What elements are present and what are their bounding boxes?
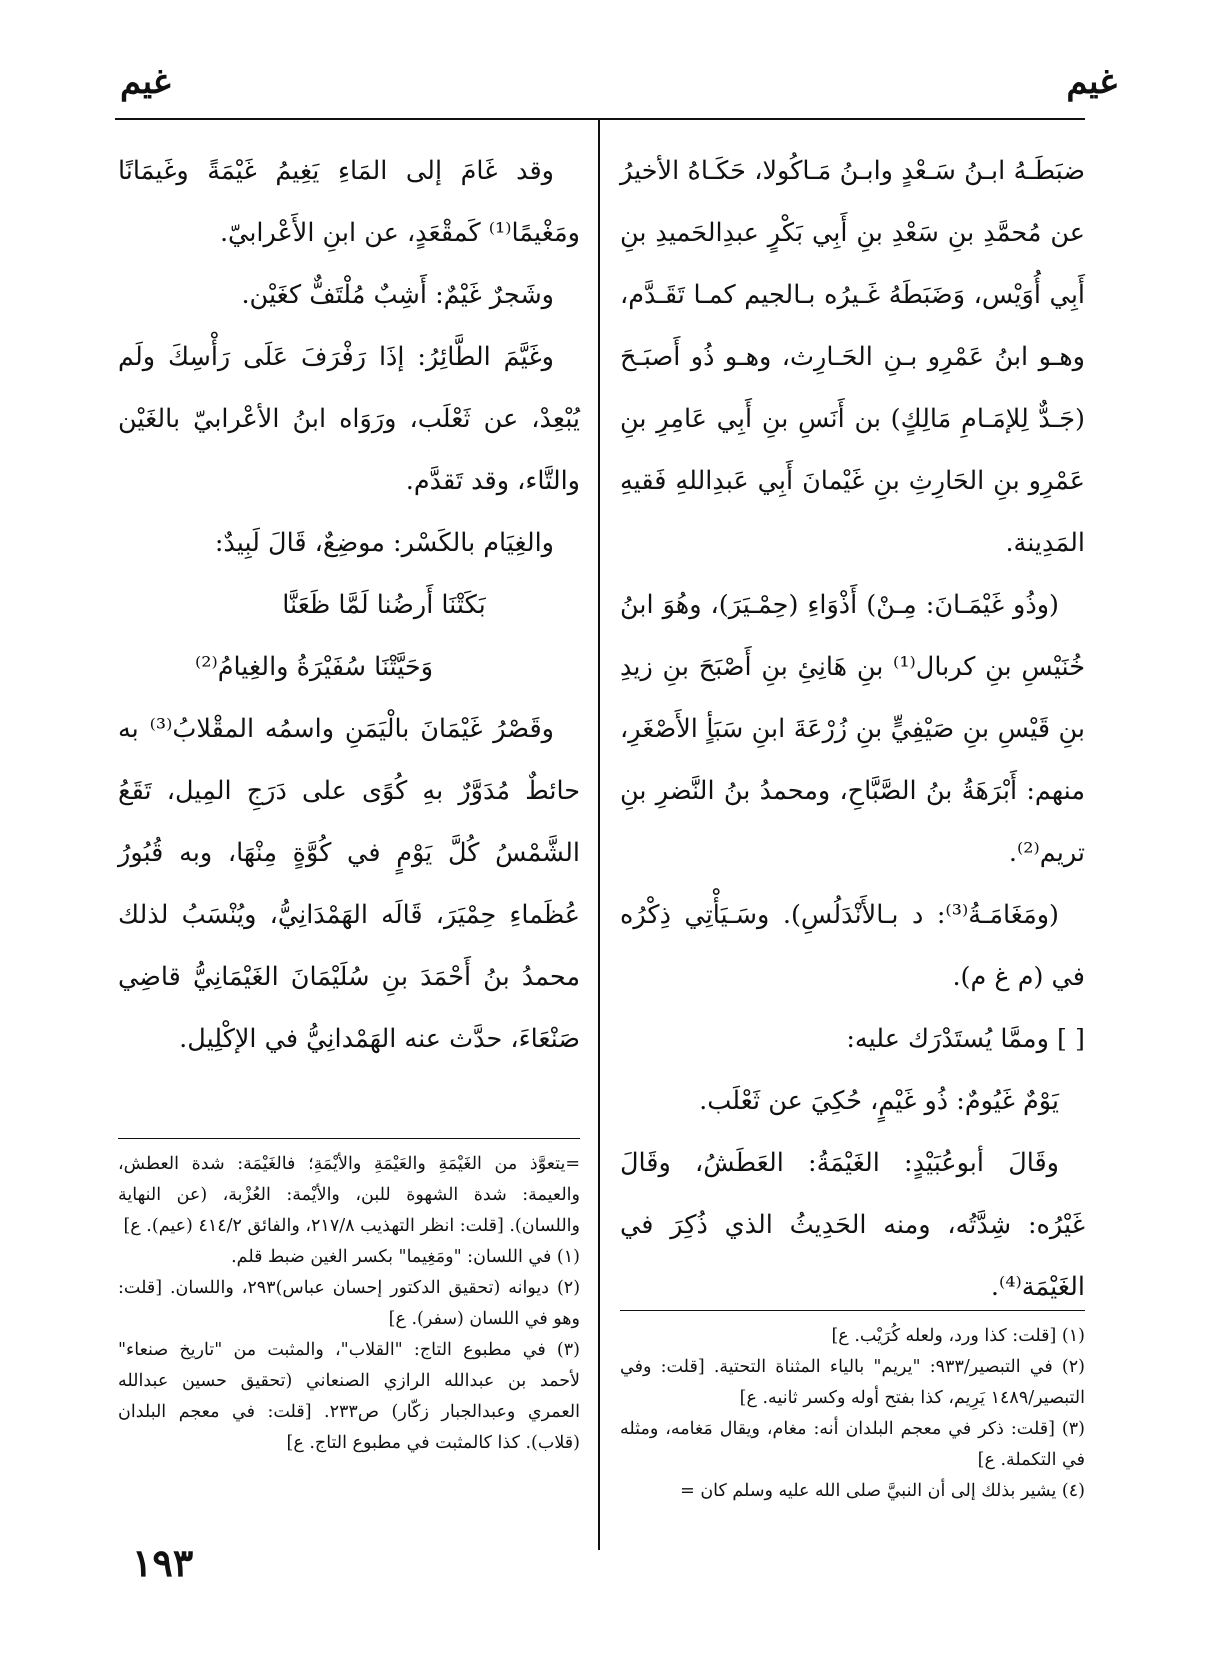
paragraph: وغَيَّمَ الطَّائِرُ: إذَا رَفْرَفَ عَلَى رَأْسِكَ ولَم يُبْعِدْ، عن ثَعْلَب، ورَوَاه ابنُ الأعْرابيّ بالغَيْن والتَّاء، وقد تَقدَّم. [118, 342, 580, 496]
footnote-rule [118, 1138, 580, 1139]
paragraph: (وذُو غَيْمَـانَ: مِـنْ) أَذْوَاءِ (حِمْـيَرَ)، وهُوَ ابنُ خُنَيْسِ بنِ كربال⁽¹⁾ بنِ هَانِئِ بنِ أَصْبَحَ بنِ زيدِ بنِ قَيْسِ بنِ صَيْفِيٍّ بنِ زُرْعَةَ ابنِ سَبَأٍ الأَصْغَرِ، منهم: أَبْرَهَةُ بنُ الصَّبَّاحِ، ومحمدُ بنُ النَّضرِ بنِ تريم⁽²⁾. [620, 590, 1086, 868]
footnote: (١) في اللسان: "ومَغِيما" بكسر الغين ضبط قلم. [231, 1247, 580, 1267]
verse-line: بَكَتْنَا أَرضُنا لَمَّا ظَعَنَّا [282, 590, 486, 620]
running-header-right: غيم [1066, 62, 1117, 102]
right-column [620, 140, 1085, 1318]
paragraph: (ومَغَامَـةُ⁽³⁾: د بـالأَنْدَلُسِ). وسَـيَأْتِي ذِكْرُه في (م غ م). [620, 900, 1085, 992]
right-footnotes [620, 1310, 1085, 1507]
paragraph: والغِيَام بالكَسْر: موضِعٌ، قَالَ لَبِيدٌ: [214, 528, 554, 558]
footnote: (٢) في التبصير/٩٣٣: "يريم" بالياء المثناة التحتية. [قلت: وفي التبصير/١٤٨٩ يَرِيم، كذا بفتح أوله وكسر ثانيه. ع] [620, 1357, 1085, 1408]
left-column [118, 140, 580, 1070]
page-number: ١٩٣ [132, 1540, 194, 1585]
footnote-rule [620, 1310, 1085, 1311]
left-footnotes [118, 1138, 580, 1459]
footnote: (٣) في مطبوع التاج: "القلاب"، والمثبت من "تاريخ صنعاء" لأحمد بن عبدالله الرازي الصنعاني (تحقيق حسين عبدالله العمري وعبدالجبار زكّار) ص٢٣٣. [قلت: في معجم البلدان (قلاب). كذا كالمثبت في مطبوع التاج. ع] [118, 1340, 580, 1453]
verse-line: وَحَيَّتْنَا سُفَيْرَةُ والغِيامُ⁽²⁾ [194, 652, 434, 682]
paragraph: وقَصْرُ غَيْمَانَ بالْيَمَنِ واسمُه المقْلابُ⁽³⁾ به حائطٌ مُدَوَّرٌ بهِ كُوًى على دَرَجِ المِيل، تَقَعُ الشَّمْسُ كُلَّ يَوْمٍ في كُوَّةٍ مِنْهَا، وبه قُبُورُ عُظَماءِ حِمْيَرَ، قَالَه الهَمْدَانِيُّ، ويُنْسَبُ لذلك محمدُ بنُ أَحْمَدَ بنِ سُلَيْمَانَ الغَيْمَانِيُّ قاضِي صَنْعَاءَ، حدَّث عنه الهَمْدانِيُّ في الإكْلِيل. [118, 714, 580, 1054]
running-header-left: غيم [120, 62, 171, 102]
paragraph: وقد غَامَ إلى المَاءِ يَغِيمُ غَيْمَةً وغَيمَانًا ومَغْيمًا⁽¹⁾ كَمقْعَدٍ، عن ابنِ الأَعْرابيّ. [118, 156, 580, 248]
footnote: (٢) ديوانه (تحقيق الدكتور إحسان عباس)٢٩٣، واللسان. [قلت: وهو في اللسان (سفر). ع] [118, 1278, 581, 1329]
paragraph: [ ] وممَّا يُستَدْرَك عليه: [846, 1024, 1085, 1054]
paragraph: ضبَطَـهُ ابـنُ سَـعْدٍ وابـنُ مَـاكُولا، حَكَـاهُ الأخيرُ عن مُحمَّدِ بنِ سَعْدِ بنِ أَبِي بَكْرٍ عبدِالحَميدِ بنِ أَبِي أُوَيْس، وَضَبَطَهُ غَـيرُه بـالجيم كمـا تَقَـدَّم، وهـو ابنُ عَمْرِو بـنِ الحَـارِث، وهـو ذُو أَصبَـحَ (جَـدٌّ لِلإمَـامِ مَالِكٍ) بن أَنَسِ بنِ أَبِي عَامِرِ بنِ عَمْرِو بنِ الحَارِثِ بنِ غَيْمانَ أَبِي عَبدِاللهِ فَقيهِ المَدِينة. [620, 156, 1085, 558]
column-divider [598, 120, 600, 1550]
footnote: (٣) [قلت: ذكر في معجم البلدان أنه: مغام، ويقال مَغامه، ومثله في التكملة. ع] [620, 1419, 1085, 1470]
paragraph: وقَالَ أبوعُبَيْدٍ: الغَيْمَةُ: العَطَشُ، وقَالَ غَيْرُه: شِدَّتُه، ومنه الحَدِيثُ الذي ذُكِرَ في الغَيْمَة⁽⁴⁾. [620, 1148, 1085, 1302]
footnote: (٤) يشير بذلك إلى أن النبيَّ صلى الله عليه وسلم كان = [680, 1481, 1085, 1501]
paragraph: يَوْمٌ غَيُومٌ: ذُو غَيْمٍ، حُكِيَ عن ثَعْلَب. [699, 1086, 1059, 1116]
footnote: (١) [قلت: كذا ورد، ولعله كُرَيْب. ع] [831, 1326, 1085, 1346]
footnote: =يتعوَّذ من الغَيْمَةِ والعَيْمَةِ والأيْمَةِ؛ فالغَيْمَة: شدة العطش، والعيمة: شدة الشهوة للبن، والأيْمة: العُزْبة، (عن النهاية واللسان). [قلت: انظر التهذيب ٢١٧/٨، والفائق ٤١٤/٢ (عيم). ع] [118, 1154, 580, 1236]
paragraph: وشَجرٌ غَيْمٌ: أَشِبٌ مُلْتَفٌّ كغَيْن. [241, 280, 554, 310]
header-rule [115, 118, 1085, 120]
